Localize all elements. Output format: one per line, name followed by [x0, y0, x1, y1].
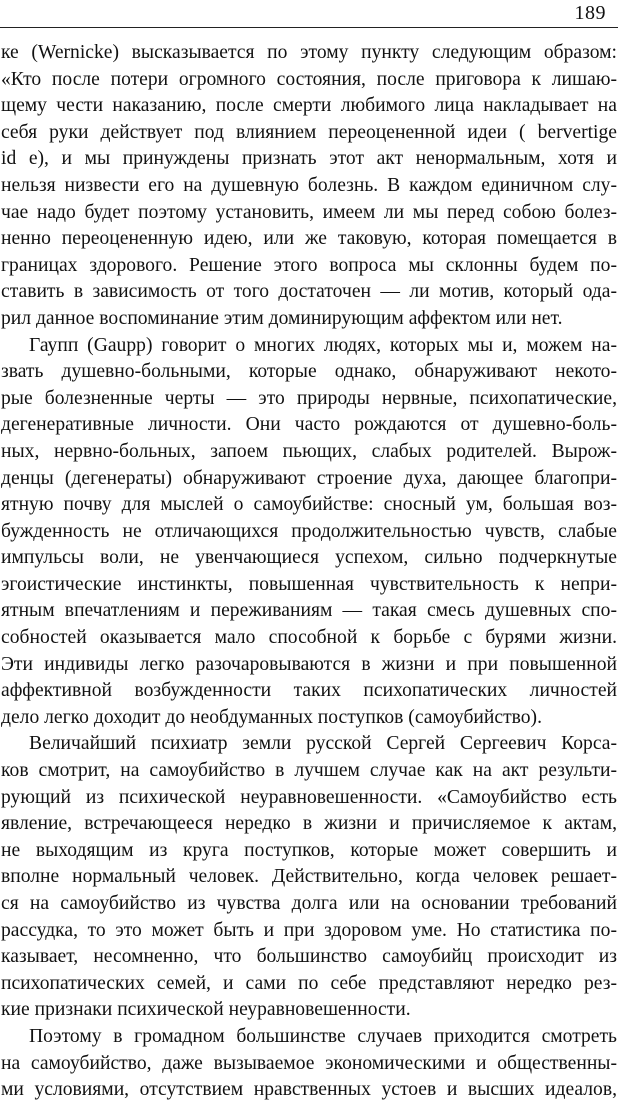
header-rule: [0, 27, 618, 28]
text-line: Гаупп (Gaupp) говорит о многих людях, которых мы и, можем на-: [29, 334, 617, 356]
text-line: рил данное воспоминание этим доминирующим аффектом или нет.: [1, 307, 563, 329]
text-line: Величайший психиатр земли русской Сергей Сергеевич Корса-: [29, 733, 617, 755]
text-line: кие признаки психической неуравновешенности.: [1, 999, 411, 1021]
text-line: эгоистические инстинкты, повышенная чувствительность к непри-: [1, 573, 617, 595]
text-line: Эти индивиды легко разочаровываются в жизни и при повышенной: [1, 653, 617, 675]
text-line: ся на самоубийство из чувства долга или на основании требований: [1, 893, 617, 914]
text-line: ставить в зависимость от того достаточен — ли мотив, который ода-: [1, 281, 617, 303]
text-line: ных, нервно-больных, запоем пьющих, слабых родителей. Вырож-: [1, 440, 617, 462]
text-line: на самоубийство, даже вызываемое экономическими и общественны-: [1, 1052, 617, 1074]
text-line: дегенеративные личности. Они часто рождаются от душевно-боль-: [1, 414, 617, 436]
text-line: психопатических семей, и сами по себе представляют нередко рез-: [1, 972, 617, 994]
text-line: явление, встречающееся нередко в жизни и причисляемое к актам,: [1, 813, 617, 835]
page-number: 189: [574, 2, 606, 24]
text-line: импульсы воли, не увенчающиеся успехом, сильно подчеркнутые: [1, 547, 617, 569]
text-line: чае надо будет поэтому установить, имеем ли мы перед собою болез-: [1, 201, 617, 223]
text-line: ятную почву для мыслей о самоубийстве: сносный ум, большая воз-: [1, 494, 617, 516]
text-line: щему чести наказанию, после смерти любимого лица накладывает на: [1, 95, 617, 117]
text-line: рассудка, то это может быть и при здоровом уме. Но статистика по-: [1, 919, 617, 941]
text-line: нельзя низвести его на душевную болезнь. В каждом единичном слу-: [1, 174, 617, 196]
text-line: аффективной возбужденности таких психопатических личностей: [1, 680, 617, 702]
text-line: Поэтому в громадном большинстве случаев приходится смотреть: [29, 1025, 617, 1047]
text-line: себя руки действует под влиянием переоцененной идеи ( bervertige: [1, 121, 617, 143]
text-line: ке (Wernicke) высказывается по этому пункту следующим образом:: [1, 42, 617, 63]
text-line: бужденность не отличающихся продолжительностью чувств, слабые: [1, 520, 617, 542]
text-line: дело легко доходит до необдуманных поступков (самоубийство).: [1, 706, 542, 728]
text-line: ятным впечатлениям и переживаниям — такая смесь душевных спо-: [1, 600, 617, 622]
text-line: ненно переоцененную идею, или же таковую, которая помещается в: [1, 228, 617, 250]
text-line: «Кто после потери огромного состояния, после приговора к лишаю-: [1, 68, 617, 90]
text-line: не выходящим из круга поступков, которые может совершить и: [1, 839, 617, 861]
text-line: казывает, несомненно, что большинство самоубийц происходит из: [1, 946, 617, 968]
text-line: денцы (дегенераты) обнаруживают строение духа, дающее благопри-: [1, 467, 617, 489]
text-line: ми условиями, отсутствием нравственных устоев и высших идеалов,: [1, 1079, 617, 1101]
page-header: [0, 0, 620, 28]
body-text: [1, 40, 617, 1104]
text-line: id e), и мы принуждены признать этот акт ненормальным, хотя и: [1, 148, 617, 170]
text-line: границах здорового. Решение этого вопроса мы склонны будем по-: [1, 254, 617, 276]
text-line: собностей оказывается мало способной к борьбе с бурями жизни.: [1, 627, 617, 649]
text-line: рые болезненные черты — это природы нервные, психопатические,: [1, 387, 617, 409]
text-line: рующий из психической неуравновешенности. «Самоубийство есть: [1, 786, 617, 808]
text-line: звать душевно-больными, которые однако, обнаруживают некото-: [1, 361, 617, 383]
text-line: вполне нормальный человек. Действительно, когда человек решает-: [1, 866, 617, 888]
text-line: ков смотрит, на самоубийство в лучшем случае как на акт результи-: [1, 760, 617, 782]
